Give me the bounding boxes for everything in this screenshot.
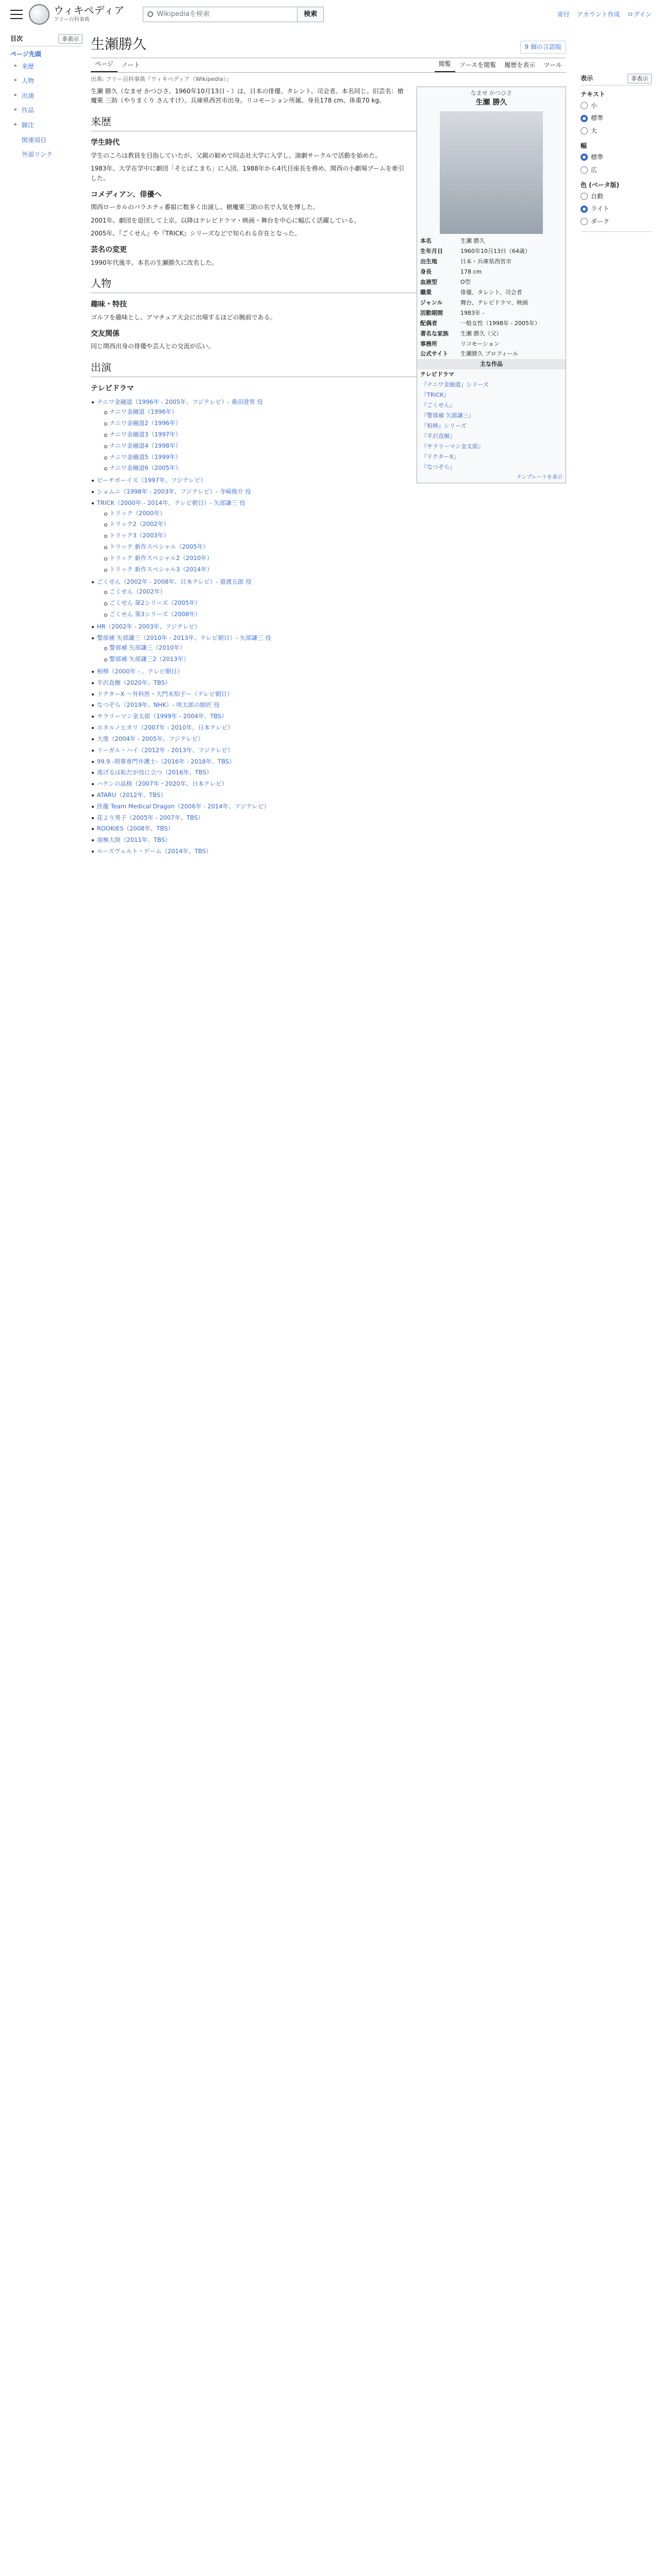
toc-item-label[interactable]: 人物 [22, 77, 35, 85]
infobox-value: 一般女性（1998年 - 2005年） [460, 319, 540, 327]
list-item [91, 689, 566, 700]
page-tabs [91, 58, 566, 73]
toc-item[interactable] [10, 118, 82, 133]
drama-link[interactable]: 半沢直樹（2020年、TBS） [97, 679, 171, 686]
radio-icon[interactable] [581, 218, 588, 225]
infobox-key: 身長 [420, 268, 432, 275]
list-item [91, 756, 566, 768]
paragraph: 関西ローカルのバラエティ番組に数多く出演し、槍魔栗三助の名で人気を博した。 [91, 204, 319, 211]
infobox-row [417, 277, 566, 287]
paragraph: 学生のころは教員を目指していたが、父親の勧めで同志社大学に入学し、演劇サークルで活動を始めた。 [91, 151, 382, 159]
chevron-right-icon[interactable]: ▸ [14, 107, 18, 113]
drama-link[interactable]: ルーズヴェルト・ゲーム（2014年、TBS） [97, 848, 212, 855]
infobox-name: 生瀬 勝久 [475, 98, 507, 107]
infobox-row [417, 308, 566, 318]
infobox-value: 日本・兵庫県西宮市 [460, 258, 511, 265]
infobox-value: 1983年 - [460, 309, 485, 316]
option-label: 小 [591, 101, 598, 109]
toc-item[interactable] [10, 103, 82, 118]
toc-item-label[interactable]: 脚注 [22, 122, 35, 129]
drama-link[interactable]: ごくせん（2002年 - 2008年、日本テレビ）- 猿渡五郎 役 [97, 578, 252, 585]
drama-sub-link[interactable]: トリック 新作スペシャル（2005年） [109, 543, 209, 551]
list-item [91, 711, 566, 722]
page-title [91, 29, 566, 58]
option-label: 大 [591, 127, 598, 134]
toc-item-label[interactable]: 作品 [22, 107, 35, 114]
list-item [91, 801, 566, 812]
infobox-works-band: 主な作品 [417, 359, 566, 369]
drama-sub-link[interactable]: 警部補 矢部謙三（2010年） [109, 644, 186, 652]
paragraph: ゴルフを趣味とし、アマチュア大会に出場するほどの腕前である。 [91, 313, 276, 321]
infobox-work-link[interactable]: 『サラリーマン金太郎』 [421, 443, 484, 450]
site-subtitle: フリー百科事典 [54, 17, 90, 23]
infobox-work-link[interactable]: 『TRICK』 [421, 392, 450, 399]
chevron-right-icon[interactable]: ▸ [14, 122, 18, 128]
lead-paragraph: 生瀬 勝久（なませ かつひさ、1960年10月13日 - ）は、日本の俳優、タレント、司会者。本名同じ。旧芸名：槍魔栗 三助（やりまくり さんすけ）。兵庫県西宮市出身。リコモーション所属。身長178 cm、体重70 kg。 [91, 87, 404, 105]
tab-page[interactable]: ページ [91, 57, 118, 72]
toc-top-link[interactable]: ページ先頭 [10, 50, 41, 58]
list-item [103, 519, 566, 530]
infobox-key: 配偶者 [420, 319, 437, 327]
infobox-row [417, 257, 566, 267]
list-item [91, 835, 566, 846]
infobox-work-link[interactable]: 『警部補 矢部謙三』 [421, 412, 474, 419]
text-size-large[interactable] [581, 125, 652, 138]
list-item [103, 429, 566, 440]
toc-item-label[interactable]: 関連項目 [22, 136, 47, 144]
search-input[interactable] [143, 7, 297, 22]
list-item [103, 418, 566, 429]
drama-sublist [97, 586, 566, 620]
list-item [103, 553, 566, 564]
toc-list [10, 59, 82, 162]
section-heading: 人物 [91, 276, 566, 293]
tab-tools[interactable]: ツール [543, 61, 562, 69]
infobox-row [417, 318, 566, 329]
option-label: 標準 [591, 114, 604, 122]
color-label: 色 (ベータ版) [581, 181, 620, 189]
paragraph: 同じ関西出身の俳優や芸人との交流が広い。 [91, 343, 215, 350]
infobox-key: 血液型 [420, 278, 437, 285]
infobox-value: 178 cm [460, 268, 482, 275]
language-button[interactable]: 9 個の言語版 [520, 41, 566, 54]
drama-sub-link[interactable]: 警部補 矢部謙三2（2013年） [109, 655, 190, 663]
chevron-right-icon[interactable]: ▸ [14, 77, 18, 83]
donate-link[interactable]: 寄付 [557, 10, 570, 18]
drama-sub-link[interactable]: トリック 新作スペシャル2（2010年） [109, 554, 213, 562]
list-item [91, 812, 566, 824]
drama-link[interactable]: 大奥（2004年 - 2005年、フジテレビ） [97, 735, 204, 742]
list-item [91, 823, 566, 835]
width-standard[interactable] [581, 151, 652, 164]
section-heading: 来歴 [91, 114, 566, 131]
drama-link[interactable]: 南極大陸（2011年、TBS） [97, 836, 171, 844]
width-wide[interactable] [581, 164, 652, 177]
drama-link[interactable]: 99.9 -刑事専門弁護士-（2016年 - 2018年、TBS） [97, 757, 235, 765]
drama-sub-link[interactable]: トリック 新作スペシャル3（2014年） [109, 565, 213, 573]
list-item [103, 440, 566, 452]
article-body [91, 87, 566, 857]
list-item [91, 767, 566, 778]
tab-view-source[interactable]: ソースを閲覧 [459, 61, 496, 69]
list-item [91, 734, 566, 745]
main-menu-icon[interactable] [10, 10, 23, 19]
paragraph: 1983年、大学在学中に劇団「そとばこまち」に入団。1988年から4代目座長を務め、関西の小劇場ブームを牽引した。 [91, 165, 404, 182]
infobox-row [417, 349, 566, 359]
infobox-key: 公式サイト [420, 350, 449, 358]
infobox-value: 舞台、テレビドラマ、映画 [460, 299, 528, 306]
drama-sub-link[interactable]: ごくせん 第2シリーズ（2005年） [109, 599, 201, 607]
infobox-work-link[interactable]: 『ごくせん』 [421, 402, 455, 409]
toc-sidebar [10, 29, 82, 857]
drama-sub-link[interactable]: トリック2（2002年） [109, 520, 170, 528]
subsection-heading: 趣味・特技 [91, 300, 127, 309]
radio-icon[interactable] [581, 127, 588, 134]
appearance-panel [574, 29, 652, 857]
infobox-row [417, 298, 566, 308]
tab-history[interactable]: 履歴を表示 [504, 61, 536, 69]
template-link[interactable]: テンプレートを表示 [516, 474, 562, 480]
subsection-heading: 芸名の変更 [91, 246, 127, 255]
infobox-value: 生瀬 勝久 [460, 238, 485, 245]
article [82, 29, 574, 857]
infobox-value: O型 [460, 278, 471, 285]
color-dark[interactable] [581, 215, 652, 228]
search-placeholder: Wikipediaを検索 [157, 10, 210, 18]
subsection-heading: 学生時代 [91, 139, 120, 147]
radio-checked-icon[interactable] [581, 154, 588, 161]
appearance-title: 表示 [581, 75, 593, 82]
drama-link[interactable]: 逃げるは恥だが役に立つ（2016年、TBS） [97, 769, 212, 776]
search-button[interactable]: 検索 [297, 7, 324, 22]
text-size-label: テキスト [581, 91, 605, 98]
toc-item[interactable] [10, 147, 82, 162]
list-item [91, 633, 566, 666]
toc-title: 目次 [10, 35, 23, 42]
infobox-key: 本名 [420, 238, 432, 245]
text-size-small[interactable] [581, 99, 652, 112]
list-item [91, 778, 566, 790]
radio-icon[interactable] [581, 166, 588, 174]
list-item [103, 530, 566, 541]
chevron-right-icon[interactable]: ▸ [14, 62, 18, 69]
list-item [103, 406, 566, 418]
toc-item[interactable] [10, 89, 82, 104]
color-auto[interactable] [581, 190, 652, 203]
list-item [91, 722, 566, 734]
drama-sub-link[interactable]: ナニワ金融道3（1997年） [109, 430, 181, 438]
list-item [103, 654, 566, 665]
list-item [103, 642, 566, 654]
toc-item-label[interactable]: 出演 [22, 92, 35, 99]
tab-read[interactable]: 閲覧 [435, 57, 455, 72]
drama-link[interactable]: ショムニ（1998年 - 2003年、フジテレビ）- 寺崎俊介 役 [97, 488, 252, 496]
drama-link[interactable]: ナニワ金融道（1996年 - 2005年、フジテレビ）- 桑田澄男 役 [97, 398, 263, 405]
list-item [91, 745, 566, 756]
list-item [91, 677, 566, 689]
infobox-work-link[interactable]: 『なつぞら』 [421, 463, 455, 470]
drama-link[interactable]: 警部補 矢部謙三（2010年 - 2013年、テレビ朝日）- 矢部謙三 役 [97, 634, 271, 641]
list-item [103, 598, 566, 609]
site-title: ウィキペディア [54, 4, 125, 17]
list-item [103, 541, 566, 553]
source-note: 出典: フリー百科事典『ウィキペディア（Wikipedia）』 [91, 75, 232, 82]
drama-sub-link[interactable]: ナニワ金融道4（1998年） [109, 442, 181, 449]
drama-link[interactable]: TRICK（2000年 - 2014年、テレビ朝日）- 矢部謙三 役 [97, 499, 245, 506]
tab-talk[interactable]: ノート [121, 61, 140, 69]
drama-link[interactable]: 相棒（2000年 - 、テレビ朝日） [97, 668, 183, 675]
drama-sub-link[interactable]: ナニワ金融道（1996年） [109, 408, 178, 416]
search-form [143, 7, 324, 22]
drama-list [91, 397, 566, 857]
infobox-work-link[interactable]: 『ナニワ金融道』シリーズ [421, 381, 489, 388]
wikipedia-globe-icon [29, 4, 49, 25]
user-links [557, 10, 652, 20]
drama-link[interactable]: ROOKIES（2008年、TBS） [97, 825, 174, 833]
drama-link[interactable]: なつぞら（2019年、NHK）- 咲太郎の師匠 役 [97, 701, 220, 709]
header [0, 0, 662, 29]
site-logo[interactable] [29, 4, 124, 25]
drama-sub-link[interactable]: トリック3（2003年） [109, 532, 170, 539]
list-item [91, 397, 566, 476]
drama-link[interactable]: ビーチボーイズ（1997年、フジテレビ） [97, 477, 206, 484]
infobox-key: 職業 [420, 289, 432, 296]
drama-link[interactable]: ATARU（2012年、TBS） [97, 791, 167, 799]
drama-link[interactable]: 花より男子（2005年 - 2007年、TBS） [97, 814, 204, 821]
infobox-row [417, 236, 566, 246]
list-item [91, 577, 566, 621]
drama-link[interactable]: HR（2002年 - 2003年、フジテレビ） [97, 622, 201, 630]
page-title-text: 生瀬勝久 [91, 37, 146, 53]
drama-sublist [97, 642, 566, 665]
drama-sublist [97, 406, 566, 474]
option-label: ダーク [591, 217, 610, 225]
infobox-value: 生瀬 勝久（父） [460, 330, 502, 337]
radio-checked-icon[interactable] [581, 206, 588, 213]
login-link[interactable]: ログイン [627, 10, 652, 18]
list-item [103, 609, 566, 620]
infobox-work-link[interactable]: 『半沢直樹』 [421, 432, 455, 439]
infobox-value: リコモーション [460, 340, 500, 347]
drama-link[interactable]: ドクターX 〜外科医・大門未知子〜（テレビ朝日） [97, 690, 233, 698]
infobox-ruby: なませ かつひさ [470, 89, 512, 96]
portrait-image[interactable] [440, 111, 543, 234]
infobox-row [417, 267, 566, 277]
infobox-row [417, 329, 566, 339]
drama-sub-link[interactable]: トリック（2000年） [109, 509, 166, 517]
infobox-value: 俳優、タレント、司会者 [460, 289, 522, 296]
list-item [91, 498, 566, 577]
option-label: ライト [591, 205, 609, 213]
infobox-row [417, 287, 566, 298]
drama-link[interactable]: サラリーマン金太郎（1999年 - 2004年、TBS） [97, 713, 228, 720]
infobox-value: 1960年10月13日（64歳） [460, 248, 531, 255]
toc-hide-button[interactable]: 非表示 [58, 34, 82, 44]
toc-item-label[interactable]: 外部リンク [22, 151, 53, 159]
radio-icon[interactable] [581, 193, 588, 200]
option-label: 広 [591, 166, 598, 174]
toc-item-label[interactable]: 来歴 [22, 62, 35, 70]
infobox-key: 活動期間 [420, 309, 443, 316]
infobox-key: 出生地 [420, 258, 437, 265]
toc-header [10, 32, 82, 46]
option-label: 標準 [591, 154, 604, 161]
section-heading: 出演 [91, 360, 566, 377]
drama-link[interactable]: 医龍 Team Medical Dragon（2006年 - 2014年、フジテレビ） [97, 802, 270, 810]
radio-icon[interactable] [581, 102, 588, 109]
drama-sub-link[interactable]: ごくせん（2002年） [109, 588, 166, 596]
list-item [91, 475, 566, 486]
option-label: 自動 [591, 192, 604, 200]
drama-link[interactable]: ハケンの品格（2007年・2020年、日本テレビ） [97, 780, 228, 788]
color-light[interactable] [581, 202, 652, 215]
create-account-link[interactable]: アカウント作成 [576, 10, 620, 18]
paragraph: 1990年代後半、本名の生瀬勝久に改名した。 [91, 259, 218, 266]
toc-item[interactable] [10, 74, 82, 89]
width-label: 幅 [581, 142, 587, 150]
infobox-value: 生瀬勝久 プロフィール [460, 350, 519, 358]
chevron-right-icon[interactable]: ▸ [14, 92, 18, 98]
infobox-work-link[interactable]: 『相棒』シリーズ [421, 422, 467, 429]
list-item [91, 666, 566, 677]
subsection-heading: 交友関係 [91, 329, 120, 338]
drama-sublist [97, 508, 566, 575]
radio-checked-icon[interactable] [581, 115, 588, 122]
infobox-key: 著名な家族 [420, 330, 449, 337]
list-item [91, 790, 566, 801]
drama-sub-link[interactable]: ナニワ金融道2（1996年） [109, 419, 181, 427]
toc-item[interactable] [10, 133, 82, 148]
drama-sub-link[interactable]: ナニワ金融道5（1999年） [109, 453, 181, 461]
drama-sub-link[interactable]: ごくせん 第3シリーズ（2008年） [109, 610, 201, 618]
infobox-key: ジャンル [420, 299, 443, 306]
infobox-works-label: テレビドラマ [420, 371, 454, 378]
list-item [103, 508, 566, 519]
text-size-standard[interactable] [581, 112, 652, 125]
list-item [91, 700, 566, 711]
drama-link[interactable]: リーガル・ハイ（2012年 - 2013年、フジテレビ） [97, 746, 234, 754]
infobox-key: 事務所 [420, 340, 437, 347]
infobox-row [417, 246, 566, 257]
list-item [103, 463, 566, 474]
subsection-heading: コメディアン、俳優へ [91, 190, 162, 199]
list-item [103, 452, 566, 463]
infobox-row [417, 339, 566, 349]
infobox-key: 生年月日 [420, 248, 443, 255]
drama-link[interactable]: ホタルノヒカリ（2007年 - 2010年、日本テレビ） [97, 724, 234, 732]
paragraph: 2001年、劇団を退団して上京。以降はテレビドラマ・映画・舞台を中心に幅広く活躍している。 [91, 216, 360, 224]
list-item [103, 586, 566, 598]
list-item [91, 486, 566, 498]
toc-item[interactable] [10, 59, 82, 74]
drama-sub-link[interactable]: ナニワ金融道6（2005年） [109, 464, 181, 472]
search-icon [147, 11, 153, 17]
paragraph: 2005年、『ごくせん』や『TRICK』シリーズなどで知られる存在となった。 [91, 230, 301, 238]
subsection-heading: テレビドラマ [91, 384, 134, 393]
appearance-hide-button[interactable]: 非表示 [627, 74, 652, 83]
list-item [103, 564, 566, 575]
list-item [91, 621, 566, 633]
infobox-work-link[interactable]: 『ドクターX』 [421, 453, 459, 460]
list-item [91, 846, 566, 857]
